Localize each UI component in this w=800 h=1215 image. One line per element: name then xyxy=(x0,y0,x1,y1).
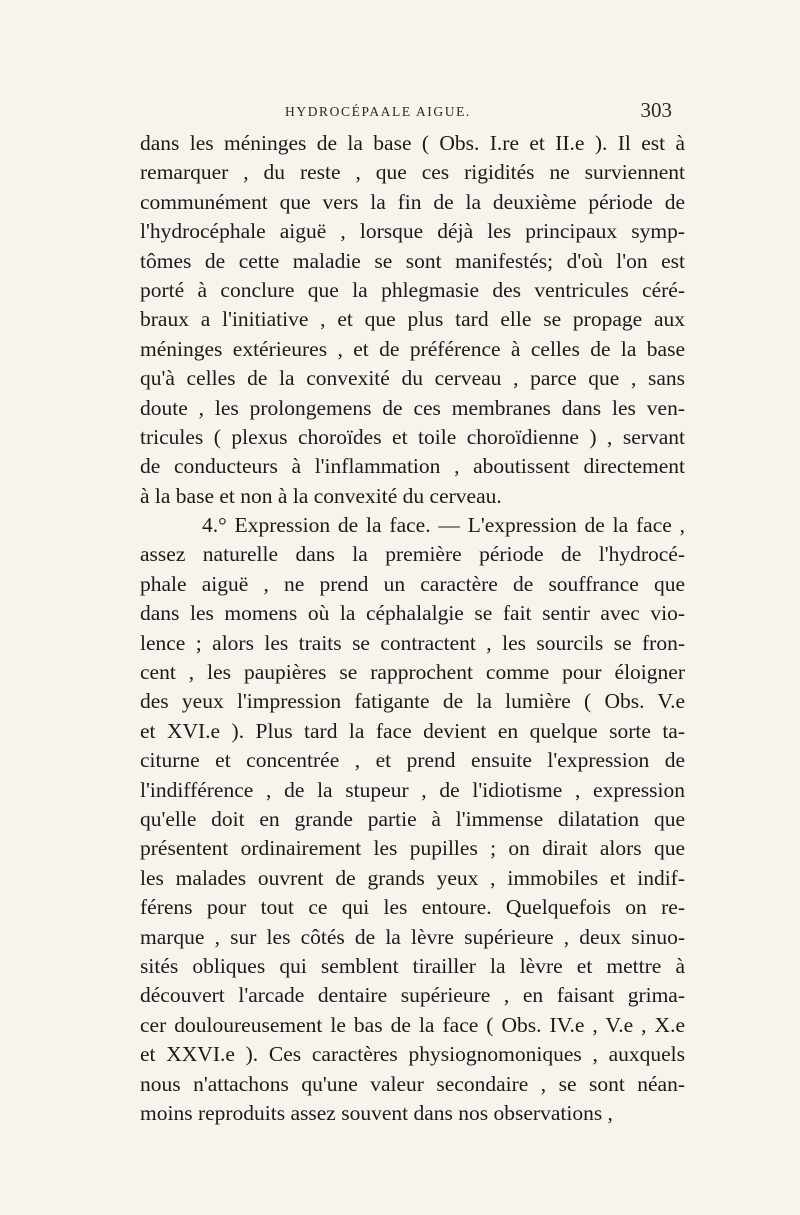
section-heading-line: 4.° Expression de la face. — L'expression de la face , xyxy=(202,513,685,538)
text-line: férens pour tout ce qui les entoure. Quelquefois on re- xyxy=(140,895,685,920)
text-line: doute , les prolongemens de ces membranes dans les ven- xyxy=(140,395,685,420)
text-line: braux a l'initiative , et que plus tard elle se propage aux xyxy=(140,307,685,332)
text-line: méninges extérieures , et de préférence à celles de la base xyxy=(140,336,685,361)
text-line: cent , les paupières se rapprochent comme pour éloigner xyxy=(140,660,685,685)
text-line: nous n'attachons qu'une valeur secondaire , se sont néan- xyxy=(140,1071,685,1096)
text-line: porté à conclure que la phlegmasie des ventricules céré- xyxy=(140,277,685,302)
text-line: et XXVI.e ). Ces caractères physiognomoniques , auxquels xyxy=(140,1042,685,1067)
text-line: citurne et concentrée , et prend ensuite l'expression de xyxy=(140,748,685,773)
text-line: communément que vers la fin de la deuxième période de xyxy=(140,189,685,214)
text-line: l'hydrocéphale aiguë , lorsque déjà les principaux symp- xyxy=(140,219,685,244)
text-line: à la base et non à la convexité du cerveau. xyxy=(140,483,502,508)
text-line: de conducteurs à l'inflammation , aboutissent directement xyxy=(140,454,685,479)
text-line: phale aiguë , ne prend un caractère de souffrance que xyxy=(140,571,685,596)
text-line: présentent ordinairement les pupilles ; on dirait alors que xyxy=(140,836,685,861)
text-line: sités obliques qui semblent tirailler la lèvre et mettre à xyxy=(140,953,685,978)
body-text xyxy=(140,129,685,1128)
text-line: découvert l'arcade dentaire supérieure , en faisant grima- xyxy=(140,983,685,1008)
text-line: et XVI.e ). Plus tard la face devient en quelque sorte ta- xyxy=(140,718,685,743)
text-line: les malades ouvrent de grands yeux , immobiles et indif- xyxy=(140,865,685,890)
text-line: qu'à celles de la convexité du cerveau , parce que , sans xyxy=(140,366,685,391)
text-line: assez naturelle dans la première période de l'hydrocé- xyxy=(140,542,685,567)
text-line: marque , sur les côtés de la lèvre supérieure , deux sinuo- xyxy=(140,924,685,949)
text-line: cer douloureusement le bas de la face ( Obs. IV.e , V.e , X.e xyxy=(140,1012,685,1037)
text-line: l'indifférence , de la stupeur , de l'idiotisme , expression xyxy=(140,777,685,802)
text-line: des yeux l'impression fatigante de la lumière ( Obs. V.e xyxy=(140,689,685,714)
page-header xyxy=(140,98,672,128)
text-line: dans les méninges de la base ( Obs. I.re et II.e ). Il est à xyxy=(140,131,685,155)
text-line: dans les momens où la céphalalgie se fait sentir avec vio- xyxy=(140,601,685,626)
page-number: 303 xyxy=(640,98,672,122)
text-line: lence ; alors les traits se contractent , les sourcils se fron- xyxy=(140,630,685,655)
running-head: HYDROCÉPAALE AIGUE. xyxy=(285,104,471,119)
text-line: tômes de cette maladie se sont manifestés; d'où l'on est xyxy=(140,248,685,273)
text-line: tricules ( plexus choroïdes et toile choroïdienne ) , servant xyxy=(140,424,685,449)
text-line: qu'elle doit en grande partie à l'immense dilatation que xyxy=(140,806,685,831)
text-line: moins reproduits assez souvent dans nos observations , xyxy=(140,1100,613,1125)
text-line: remarquer , du reste , que ces rigidités ne surviennent xyxy=(140,160,685,185)
